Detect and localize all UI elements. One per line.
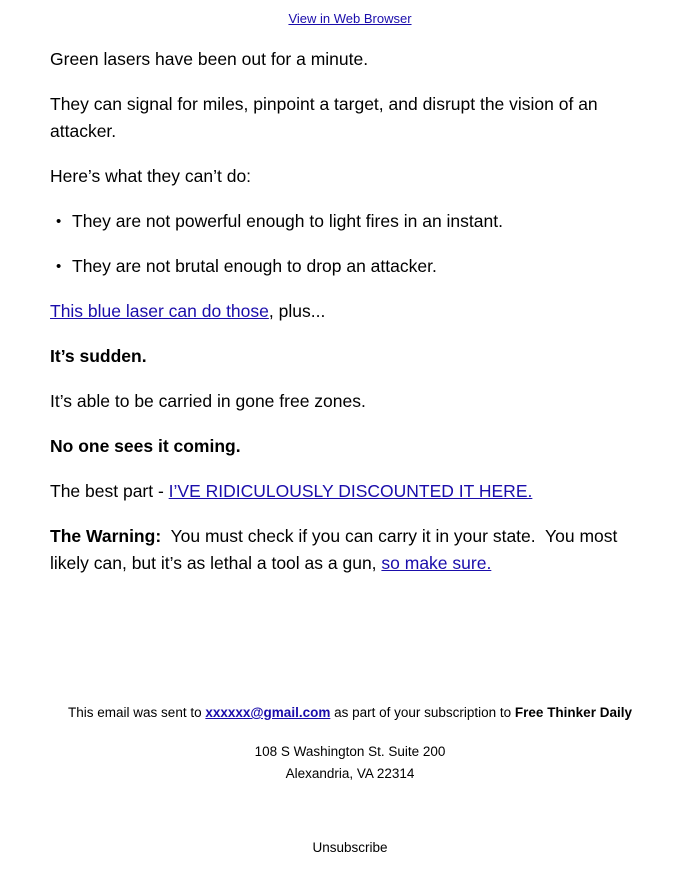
paragraph-carry-zones: It’s able to be carried in gone free zones.	[50, 391, 366, 411]
paragraph-intro: Green lasers have been out for a minute.	[50, 49, 369, 69]
paragraph-sudden	[50, 343, 650, 370]
best-part-prefix: The best part -	[50, 481, 169, 501]
unsubscribe-link[interactable]: Unsubscribe	[312, 840, 388, 855]
address-line-2: Alexandria, VA 22314	[285, 766, 415, 781]
paragraph-no-one-sees	[50, 433, 650, 460]
list-item: • They are not brutal enough to drop an attacker.	[72, 253, 437, 280]
paragraph-capabilities: They can signal for miles, pinpoint a target, and disrupt the vision of an attacker.	[50, 94, 598, 141]
view-in-browser-bar	[0, 0, 700, 31]
paragraph-warning	[50, 523, 650, 577]
sent-middle: as part of your subscription to	[330, 705, 515, 720]
make-sure-link[interactable]: so make sure.	[381, 553, 492, 573]
paragraph-blue-laser	[50, 298, 650, 325]
warning-text: You must check if you can carry it in your state. You most likely can, but it’s as lethal a tool as a gun,	[50, 526, 623, 573]
view-in-browser-link[interactable]: View in Web Browser	[288, 11, 412, 26]
blue-laser-suffix: , plus...	[268, 301, 326, 321]
sudden-text: It’s sudden.	[50, 346, 147, 366]
subscription-notice	[0, 705, 700, 720]
recipient-email-link[interactable]: xxxxxx@gmail.com	[205, 705, 331, 720]
publication-name: Free Thinker Daily	[514, 705, 632, 720]
address-line-1: 108 S Washington St. Suite 200	[254, 744, 446, 759]
no-one-sees-text: No one sees it coming.	[50, 436, 241, 456]
paragraph-best-part	[50, 478, 650, 505]
list-item: • They are not powerful enough to light fires in an instant.	[72, 208, 503, 235]
sent-prefix: This email was sent to	[68, 705, 206, 720]
warning-label: The Warning:	[50, 526, 162, 546]
blue-laser-link[interactable]: This blue laser can do those	[50, 301, 269, 321]
paragraph-limitations-intro: Here’s what they can’t do:	[50, 166, 252, 186]
discount-link[interactable]: I’VE RIDICULOUSLY DISCOUNTED IT HERE.	[168, 481, 533, 501]
